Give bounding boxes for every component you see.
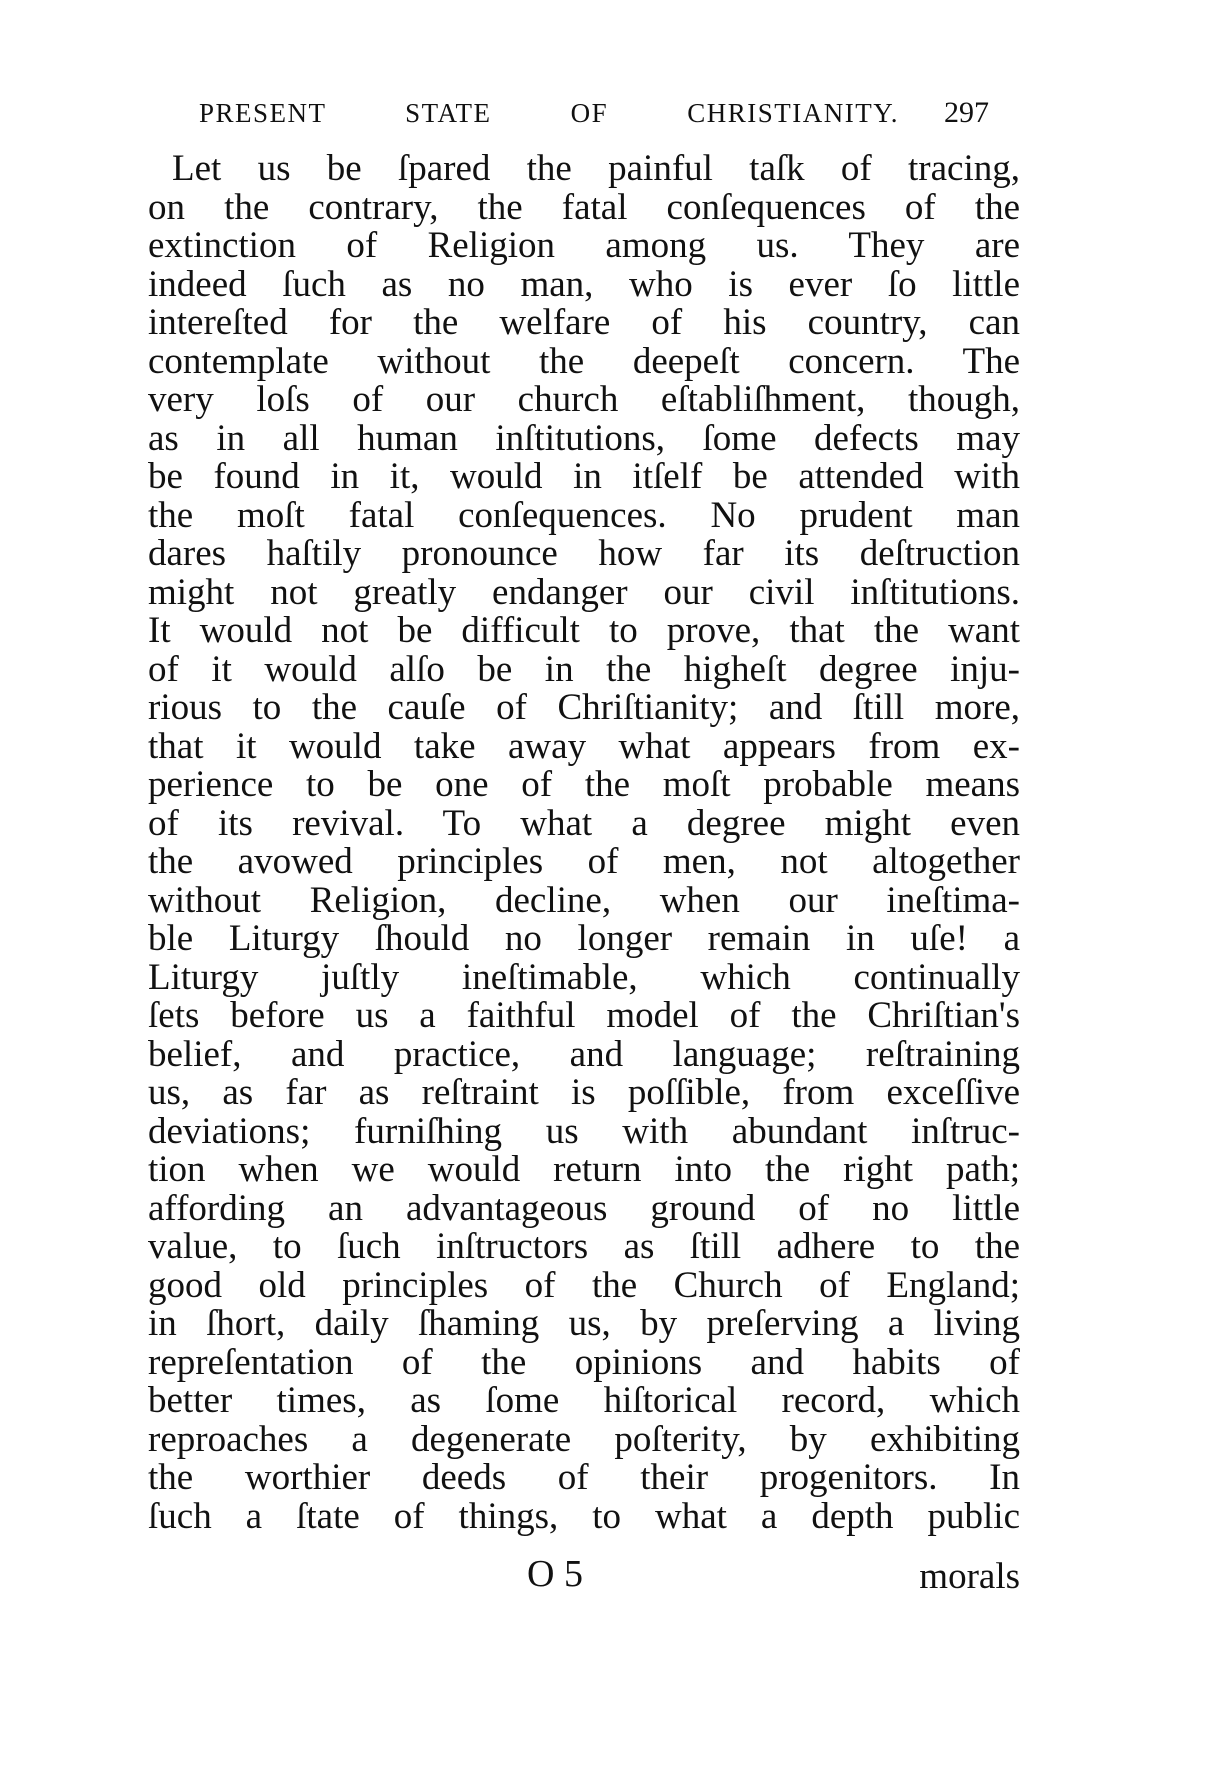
signature-mark: O 5 <box>527 1553 583 1595</box>
text-line: the avowed principles of men, not altogether <box>148 841 1020 882</box>
text-line: that it would take away what appears from ex- <box>148 725 1020 767</box>
text-line: ble Liturgy ſhould no longer remain in uſe! a <box>148 918 1020 959</box>
text-line: good old principles of the Church of England; <box>148 1264 1020 1306</box>
body-text <box>148 150 1020 1536</box>
text-line: repreſentation of the opinions and habits of <box>148 1341 1020 1383</box>
text-line: intereſted for the welfare of his country, can <box>148 302 1020 343</box>
page-number: 297 <box>944 96 989 129</box>
text-line: rious to the cauſe of Chriſtianity; and ſtill more, <box>148 687 1020 728</box>
text-line: Liturgy juſtly ineſtimable, which continually <box>148 956 1020 998</box>
text-line: ſuch a ſtate of things, to what a depth public <box>148 1495 1020 1537</box>
text-line: extinction of Religion among us. They are <box>148 225 1020 266</box>
running-title: PRESENT STATE OF CHRISTIANITY. <box>199 98 899 128</box>
text-line: tion when we would return into the right path; <box>148 1149 1020 1190</box>
text-line: the worthier deeds of their progenitors. In <box>148 1457 1020 1498</box>
text-line: might not greatly endanger our civil inſtitutions. <box>148 571 1020 613</box>
text-line: on the contrary, the fatal conſequences of the <box>148 186 1020 228</box>
text-line: affording an advantageous ground of no little <box>148 1187 1020 1229</box>
text-line: ſets before us a faithful model of the Chriſtian's <box>148 995 1020 1036</box>
text-line: belief, and practice, and language; reſtraining <box>148 1033 1020 1075</box>
text-line: be found in it, would in itſelf be attended with <box>148 456 1020 497</box>
text-line: in ſhort, daily ſhaming us, by preſerving a living <box>148 1303 1020 1344</box>
text-line: deviations; furniſhing us with abundant inſtruc- <box>148 1110 1020 1152</box>
text-line: dares haſtily pronounce how far its deſtruction <box>148 533 1020 574</box>
text-line: It would not be difficult to prove, that the want <box>148 610 1020 651</box>
text-line: value, to ſuch inſtructors as ſtill adhere to the <box>148 1226 1020 1267</box>
text-line: very loſs of our church eſtabliſhment, though, <box>148 379 1020 420</box>
text-line: as in all human inſtitutions, ſome defects may <box>148 417 1020 459</box>
text-line: without Religion, decline, when our ineſtima- <box>148 879 1020 921</box>
text-line: contemplate without the deepeſt concern. The <box>148 340 1020 382</box>
text-line: indeed ſuch as no man, who is ever ſo little <box>148 263 1020 305</box>
text-line: reproaches a degenerate poſterity, by exhibiting <box>148 1418 1020 1460</box>
catchword: morals <box>919 1556 1020 1597</box>
text-line: Let us be ſpared the painful taſk of tracing, <box>172 148 1020 189</box>
text-line: of it would alſo be in the higheſt degree inju- <box>148 648 1020 690</box>
text-line: of its revival. To what a degree might even <box>148 802 1020 844</box>
text-line: the moſt fatal conſequences. No prudent man <box>148 494 1020 536</box>
text-line: perience to be one of the moſt probable means <box>148 764 1020 805</box>
text-line: us, as far as reſtraint is poſſible, from exceſſive <box>148 1072 1020 1113</box>
text-line: better times, as ſome hiſtorical record, which <box>148 1380 1020 1421</box>
